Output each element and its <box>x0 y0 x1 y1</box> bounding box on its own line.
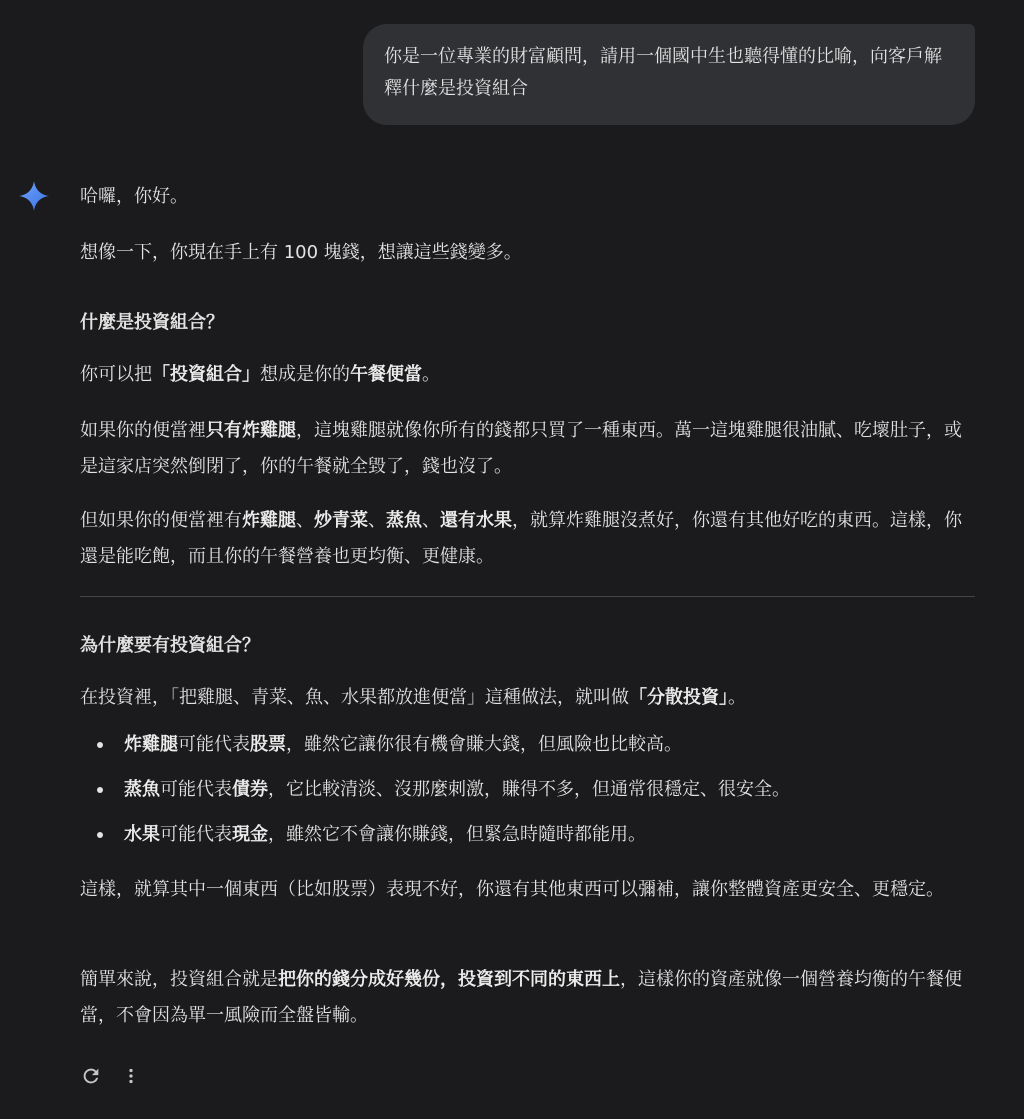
paragraph-lunchbox: 你可以把「投資組合」想成是你的午餐便當。 <box>80 364 440 385</box>
more-vert-icon <box>120 1065 142 1087</box>
refresh-icon <box>80 1065 102 1087</box>
list-item: 炸雞腿可能代表股票，雖然它讓你很有機會賺大錢，但風險也比較高。 <box>124 734 682 755</box>
heading-what-is-portfolio: 什麼是投資組合？ <box>80 312 224 333</box>
paragraph-summary: 簡單來說，投資組合就是把你的錢分成好幾份，投資到不同的東西上，這樣你的資產就像一個營養均衡的午餐便當，不會因為單一風險而全盤皆輸。 <box>80 969 962 1026</box>
bullet-dot <box>97 742 103 748</box>
paragraph-only-chicken: 如果你的便當裡只有炸雞腿，這塊雞腿就像你所有的錢都只買了一種東西。萬一這塊雞腿很油膩、吃壞肚子，或是這家店突然倒閉了，你的午餐就全毀了，錢也沒了。 <box>80 420 962 477</box>
paragraph-safer: 這樣，就算其中一個東西（比如股票）表現不好，你還有其他東西可以彌補，讓你整體資產更安全、更穩定。 <box>80 879 944 900</box>
bullet-dot <box>97 832 103 838</box>
more-options-button[interactable] <box>117 1062 145 1090</box>
user-message-text: 你是一位專業的財富顧問，請用一個國中生也聽得懂的比喻，向客戶解釋什麼是投資組合 <box>384 46 942 99</box>
intro-paragraph: 想像一下，你現在手上有 100 塊錢，想讓這些錢變多。 <box>80 242 522 263</box>
bullet-dot <box>97 787 103 793</box>
greeting-text: 哈囉，你好。 <box>80 186 188 207</box>
list-item: 蒸魚可能代表債券，它比較清淡、沒那麼刺激，賺得不多，但通常很穩定、很安全。 <box>124 779 790 800</box>
paragraph-diversify: 在投資裡，「把雞腿、青菜、魚、水果都放進便當」這種做法，就叫做「分散投資」。 <box>80 687 746 708</box>
list-item: 水果可能代表現金，雖然它不會讓你賺錢，但緊急時隨時都能用。 <box>124 824 646 845</box>
user-message-bubble <box>363 24 975 125</box>
regenerate-button[interactable] <box>77 1062 105 1090</box>
section-divider <box>80 596 975 597</box>
heading-why-portfolio: 為什麼要有投資組合？ <box>80 635 260 656</box>
gemini-sparkle-icon <box>18 180 50 212</box>
paragraph-variety: 但如果你的便當裡有炸雞腿、炒青菜、蒸魚、還有水果，就算炸雞腿沒煮好，你還有其他好吃的東西。這樣，你還是能吃飽，而且你的午餐營養也更均衡、更健康。 <box>80 510 962 567</box>
